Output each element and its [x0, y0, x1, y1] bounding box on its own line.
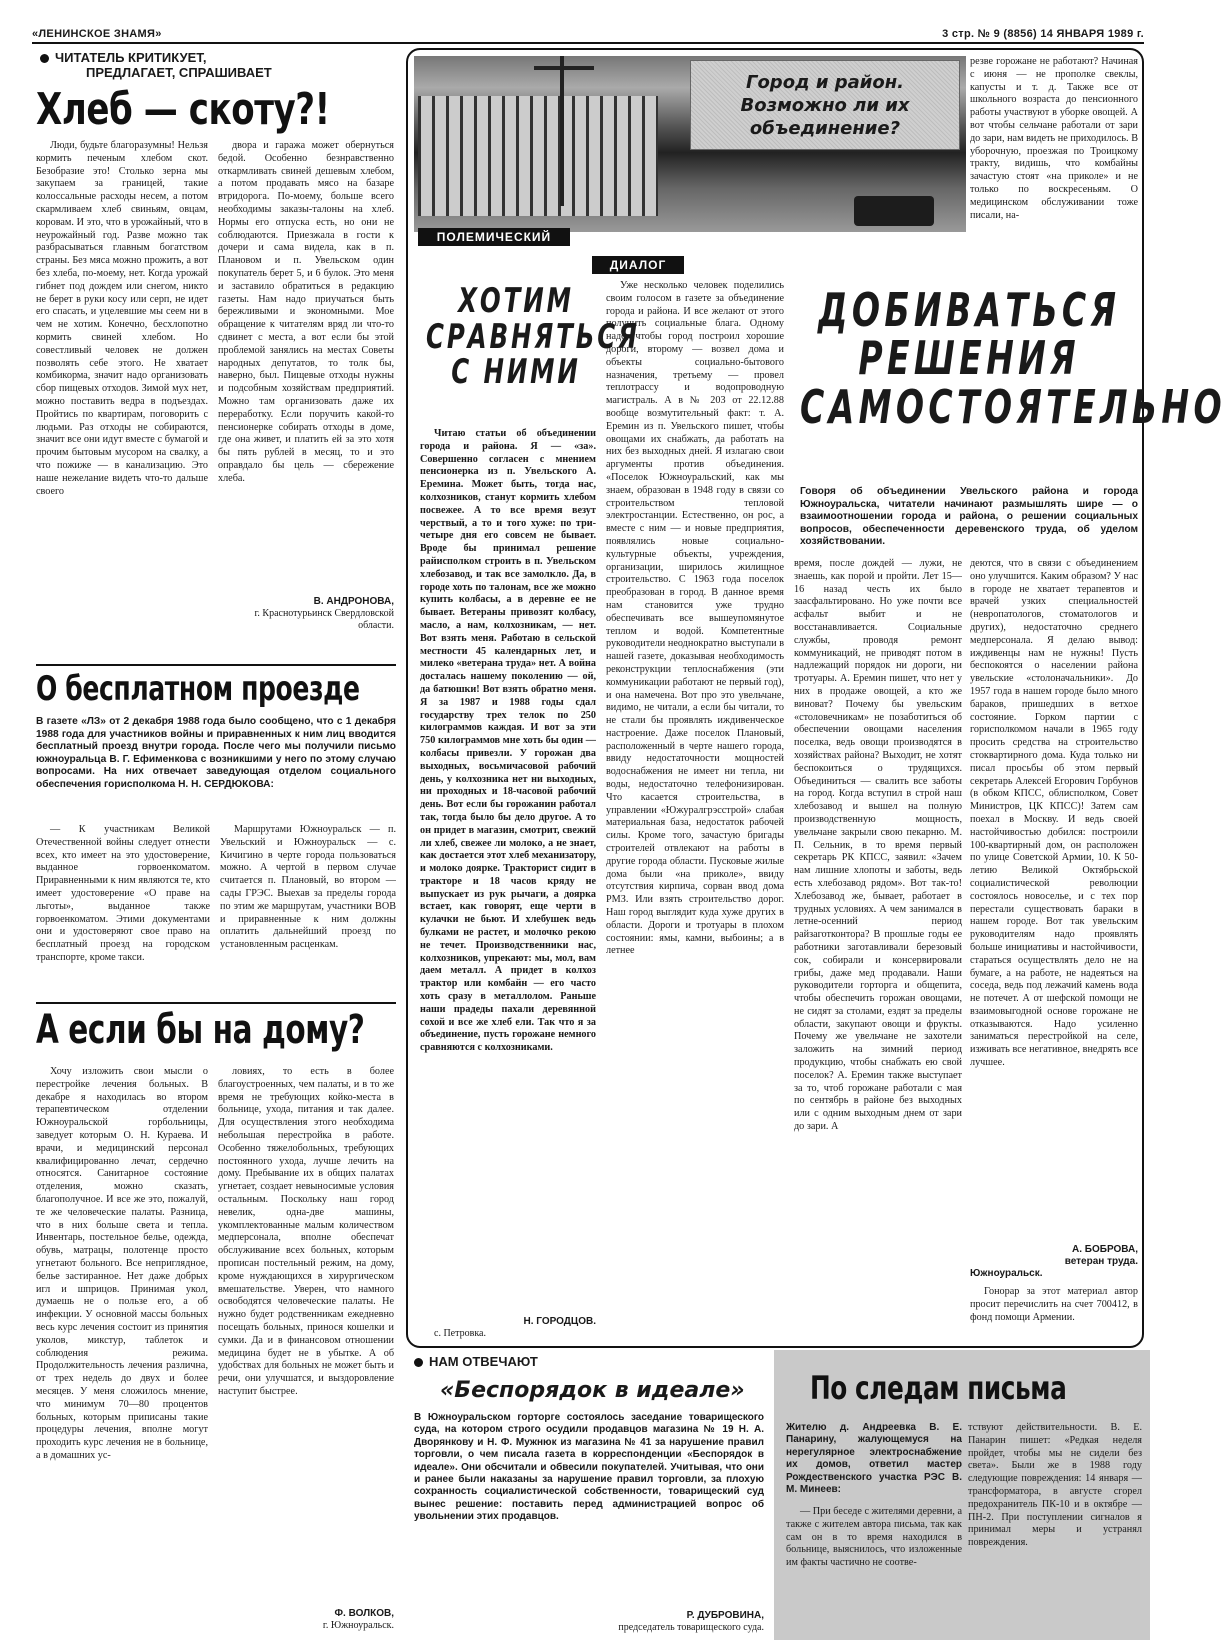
newspaper-name: «ЛЕНИНСКОЕ ЗНАМЯ» [32, 28, 162, 40]
label-dialog: ДИАЛОГ [592, 256, 684, 274]
article-title-at-home: А если бы на дому? [36, 1007, 365, 1053]
title-right-wrap [800, 283, 1226, 482]
dialog-mid-col: Уже несколько человек поделились своим голосом в газете за объединение города и района. И все желают от этого получить социальные блага. Одному надо, чтобы город построил хорошие дороги, второму — возвел дома и объекты социально-бытового назначения, третьему — провел теплотрассу и водопроводную магистраль. А в № 203 от 22.12.88 вообще возмутительный факт: т. А. Еремин из п. Увельского пишет, чтобы овощами их снабжать, да работать на них без выходных дней. Я излагаю свои аргументы против объединения. «Поселок Южноуральский, как мы знаем, образован в 1948 году в связи со строительством тепловой электростанции. Естественно, он рос, а вместе с ним — и новые предприятия, появлялись новые социально-культурные объекты, учреждения, организации, ширилось жилищное строительство. С 1963 года поселок преобразован в город. В данное время нам становится уже трудно обеспечивать все вышеупомянутое теплом и водой. Компетентные руководители неоднократно выступали в нашей газете, доказывая необходимость реконструкции теплоснабжения (эти коммуникации работают не первый год), и она намечена. Вот про это увельчане, видимо, не читали, а если бы читали, то не стали бы проявлять иждивенческое настроение. Даже поселок Плановый, расположенный в черте нашего города, ввиду недостаточности мощностей водоснабжения не имеет ни тепла, ни воды, недостаточно телефонизирован. Что касается строительства, в управлении «Южуралгрэсстрой» слабая материальная база, недостаток рабочей силы. Кроме того, зачастую бригады строителей отвлекают на работы в другие города области. Пусковые жилые дома были «на приколе», ввиду отсутствия кирпича, сорван ввод дома РМЗ. Или взять строительство дорог. Наш город выглядит куда хуже других в области. Дороги и тротуары в плохом состоянии: ямы, камни, выбоины; а в летнее [606, 280, 784, 957]
author-name: Ф. ВОЛКОВ, [334, 1608, 394, 1619]
tractor-image [854, 196, 934, 226]
article-bread-signature [218, 596, 394, 632]
author-place: г. Южноуральск. [322, 1620, 394, 1631]
dialog-right-col-2: деются, что в связи с объединением оно улучшится. Каким образом? У нас в городе не хватает терапевтов и врачей узких специальностей (невропатологов, стоматологов и других), недостаточно среднего медперсонала. Я делаю вывод: иждивенцы нам не нужны! Пусть беспокоятся о населении района увельские «столоначальники». До 1957 года в нашем городе было много бараков, пришедших в ветхое состояние. Горком партии с горисполкомом начали в 1965 году просить средства на строительство стоквартирного дома. Куда только ни писал просьбы об этом первый секретарь Алексей Егорович Горбунов (в обком КПСС, облисполком, Совет Министров, ЦК КПСС)! Затем сам поехал в Москву. И ведь своей настойчивостью добился: построили 100-квартирный дом, он расположен по улице Советской Армии, 10. К 50-летию Великой Октябрьской социалистической революции состоялось новоселье, и с тех пор перестали существовать бараки в нашем городе. Вот так увельским руководителям надо проявлять больше инициативы и настойчивости, стараться осуществлять дело не на бумаге, а на работе, не надеяться на соседа, ведь под лежачий камень вода не потечет. А от шефской помощи не взаимовыгодной основе горожане не отказываются. Надо усиленно заниматься перестройкой на селе, изживать все негативное, внедрять все лучшее. [970, 558, 1138, 1069]
title-left: ХОТИМ СРАВНЯТЬСЯ С НИМИ [426, 281, 640, 393]
label-polemic: ПОЛЕМИЧЕСКИЙ [418, 228, 570, 246]
photo-caption-box [690, 60, 960, 150]
article-at-home-col-2: ловиях, то есть в более благоустроенных, чем палаты, и в то же время не требующих койко-места в больнице, ухода, питания и так далее. Для осуществления этого необходима небольшая перестройка в работе. Особенно тяжелобольных, требующих постоянного ухода, лучше лечить на дому. Пребывание их в общих палатах угнетает, создает невыносимые условия остальным. Поскольку наш город невелик, одна-две машины, укомплектованные малым количеством медперсонала, вполне обеспечат обслуживание всех больных, которым прописан постельный режим, на дому, кроме нуждающихся в хирургическом вмешательстве. Уверен, что намного освободятся человеческие палаты. Не нужно будет родственникам ежедневно посещать больных, принося кошелки и сумки. Да и в финансовом отношении медицина будет не в убытке. А об удобствах для больных не может быть и речи, они улучшатся, и выздоровление наступит быстрее. [218, 1066, 394, 1397]
author-role: председатель товарищеского суда. [618, 1622, 764, 1633]
article-bread-col-2: двора и гаража может обернуться бедой. Особенно безнравственно откармливать свиней дешевым хлебом, а потом продавать мясо на базаре втридорога. По-моему, больше всего необходимы заказы-талоны на хлеб. Нормы его отпуска есть, но они не соблюдаются. Приезжала в гости к дочери и сама видела, как в п. Плановом и п. Увельском один покупатель берет 5, и 6 булок. Это меня и заставило обратиться в редакцию газеты. Нам надо приучаться быть бережливыми и экономными. Мое обращение к читателям вряд ли что-то сдвинет с места, а вот если бы этой проблемой занялись на местах Советы народных депутатов, то толк бы, наверно, был. Пищевые отходы нужны и подсобным хозяйствам предприятий. Можно там организовать даже их переработку. Если поручить какой-то пенсионерке собирать отходы в доме, где она живет, и платить ей за это хотя бы пять рублей в месяц, то и это оправдало бы цель — сбережение хлеба. [218, 140, 394, 484]
dialog-left-signature [420, 1316, 596, 1340]
author-name: В. АНДРОНОВА, [313, 596, 394, 607]
masthead [32, 22, 1144, 44]
reply-title: «Беспорядок в идеале» [440, 1378, 745, 1403]
reply-rubric: НАМ ОТВЕЧАЮТ [414, 1354, 734, 1369]
title-right: ДОБИВАТЬСЯ РЕШЕНИЯ САМОСТОЯТЕЛЬНО [800, 283, 1226, 434]
dialog-right-col-1: время, после дождей — лужи, не знаешь, как порой и пройти. Лет 15—16 назад честь их было заасфальтировано. Но уже почти все асфальт выбит и не восстанавливается. Социальные службы, проводя ремонт коммуникаций, не приводят потом в надлежащий порядок ни дороги, ни тротуары. А. Еремин пишет, что нет у них в продаже овощей, а кто же виноват? Почему бы увельским «столовечникам» не позаботиться об обеспечении овощами населения поселка, ведь овощи производятся в хозяйствах района? Выходит, не хотят беспокоиться о трудящихся. Объединиться — свалить все заботы на город. Когда вступил в строй наш хлебозавод и вышел на полную производственную мощность, увельчане закрыли свою пекарню. М. П. Сельник, в то время первый секретарь РК КПСС, заявил: «Зачем нам лишние хлопоты и заботы, ведь есть хлебозавод рядом». Вот так-то! Хлебозавод же, бывает, работает в трудных условиях. А чем занимался в летне-осенний период райзаготконтора? В прошлые годы ее работники заготавливали березовый сок, собирали и консервировали грибы, даже мед продавали. Наши руководители горторга и общепита, чтобы обеспечить горожан овощами, не сидят за столами, ездят за пределы области, закупают овощи и фрукты. Почему же увельчане не захотели заложить на зимний период продукцию, чтобы снабжать ею свой поселок? А. Еремин также выступает за то, чтоб горожане работали с мая по сентябрь в районе без выходных или с одним выходным днем от зари до зари. А [794, 558, 962, 1133]
issue-info: 3 стр. № 9 (8856) 14 ЯНВАРЯ 1989 г. [942, 28, 1144, 40]
letter-followup-col-1: — При беседе с жителями деревни, а также с жителем автора письма, так как сам он в то время находился в больнице, выяснилось, что изложенные им факты частично не соотве- [786, 1506, 962, 1569]
crane-image [560, 56, 564, 206]
author-place: Южноуральск. [970, 1268, 1043, 1279]
author-place: г. Краснотурьинск Свердловской области. [254, 608, 394, 631]
article-title-bread: Хлеб — скоту?! [36, 84, 330, 135]
section-rubric [40, 50, 400, 80]
reply-signature [520, 1610, 764, 1634]
bullet-icon [414, 1358, 423, 1367]
dialog-left-col: Читаю статьи об объединении города и района. Я — «за». Совершенно согласен с мнением пенсионерка из п. Увельского А. Еремина. Может быть, тогда нас, колхозников, станут кормить хлебом посвежее. А то все время везут черствый, а то и того хуже: по три-четыре дня его совсем не бывает. Вроде бы принимал решение райисполком строить в п. Увельском хлебозавод, и так все замолкло. Да, в городе хоть по талонам, все же можно купить колбасы, а в деревне ее не бывает. Ветераны привозят колбасу, масло, а нам, колхозникам, — нет. Вот взять меня. Работаю в сельской местности 45 календарных лет, и милеко «ветерана труда» нет. А война досталась нашему поколению — ой, да батюшки! Вот взять обратно меня. Я за 1987 и 1988 годы сдал государству трех телок по 250 килограммов каждая. И вот за эти 750 килограммов мне хоть бы один — колбасы привезли. У горожан два выходных, восьмичасовой рабочий день, у колхозника нет ни выходных, ни проходных и 18-часовой рабочий день. Вот если бы горожанин работал так, тогда было бы дело другое. А то он придет в магазин, смотрит, свежий ли хлеб, свежее ли молоко, а не знает, как достается этот хлеб механизатору, и молоко доярке. Тракторист сидит в тракторе и 18 часов кряду не выпускает из рук рычаги, а доярка встает, как говорят, еще черти в кулачки не бьют. И хлебушек ведь булками не растет, и молочко рекою не течет. Производственники нас, колхозников, упрекают: мы, мол, вам даем металл. А придет в колхоз трактор или комбайн — его часто хоть сразу в металлолом. Раньше наши прадеды пахали деревянной сохой и все же хлеб ели. Так что я за объединение, пусть горожане немного сравняются с колхозниками. [420, 428, 596, 1054]
author-name: А. БОБРОВА, [1072, 1244, 1138, 1255]
article-at-home-col-1: Хочу изложить свои мысли о перестройке лечения больных. В декабре я находилась во втором терапевтическом отделении Южноуральской горбольницы, заведует которым О. Н. Кураева. И врачи, и медицинский персонал квалифицированно лечат, сердечно относятся. Санитарное состояние отделения, можно сказать, благополучное. И все же это, пожалуй, те же человеческие палаты. Разница, что в них больше света и тепла. Инвентарь, постельное белье, одежда, обувь, матрацы, полотенце просто угнетают больного. Все неприглядное, белье застиранное. Нет даже добрых игл и шприцов. Принимая укол, думаешь не о пользе его, а об инфекции. У основной массы больных весь курс лечения состоит из принятия уколов, микстур, таблеток и соблюдения режима. Продолжительность лечения различна, от трех недель до двух и более месяцев. У меня сложилось мнение, что минимум 70—80 процентов больных, которым приписаны такие процедуры лечения, вполне могут проходить курс лечения не в больнице, а в домашних ус- [36, 1066, 208, 1461]
title-left-wrap [426, 281, 640, 424]
author-name: Р. ДУБРОВИНА, [686, 1610, 764, 1621]
article-at-home-signature [218, 1608, 394, 1632]
article-bread-col-1: Люди, будьте благоразумны! Нельзя кормить печеным хлебом скот. Безобразие это! Столько зерна мы закупаем за границей, такие колоссальные расходы несем, а потом скармливаем хлеб свиньям, овцам, коровам. И это, что в урожайный, что в неурожайный год. Разве можно так разбрасываться главным богатством страны. Без мяса можно прожить, а вот без хлеба, по-моему, нет. Когда урожай гибнет под дождем или снегом, никто не берет в руки косу или серп, не идет его спасать, и уцелевшие мы сеем ни в чем не хотим. Конечно, бесхлопотно кормить свиней хлебом. Но совестливый человек не должен позволять себе этого. Не хватает комбикорма, значит надо организовать сбор пищевых отходов. Зимой мух нет, можно поставить ведра в подъездах. Пройтись по квартирам, поговорить с людьми. Раз отходы не собираются, значит все они идут вместе с бумагой и прочим бытовым мусором на свалку, а что пожиже — в канализацию. Это наше нежелание видеть что-то дальше своего [36, 140, 208, 497]
letter-followup-title: По следам письма [810, 1369, 1067, 1407]
dialog-right-signature [970, 1244, 1138, 1280]
dialog-right-lead: Говоря об объединении Увельского района и города Южноуральска, читатели начинают размышлять шире — о взаимоотношении города и района, о решении социальных вопросов, обеспеченности деревенского труда, об уделом хозяйствовании. [800, 486, 1138, 548]
dialog-fee-note: Гонорар за этот материал автор просит перечислить на счет 700412, в фонд помощи Армении. [970, 1286, 1138, 1323]
rubric-line-1: ЧИТАТЕЛЬ КРИТИКУЕТ, [55, 50, 207, 65]
author-name: Н. ГОРОДЦОВ. [523, 1316, 596, 1327]
letter-followup-lead: Жителю д. Андреевка В. Е. Панарину, жалующемуся на нерегулярное электроснабжение их домов, ответил мастер Рождественского участка РЭС В. М. Минеев: [786, 1422, 962, 1496]
rubric-line-2: ПРЕДЛАГАЕТ, СПРАШИВАЕТ [86, 65, 272, 80]
divider [36, 664, 396, 666]
article-title-free-travel: О бесплатном проезде [36, 669, 360, 709]
building-image [418, 96, 658, 216]
divider [36, 1002, 396, 1004]
article-free-travel-col-2: Маршрутами Южноуральск — п. Увельский и Южноуральск — с. Кичигино в черте города пользоваться можно. А чертой в первом случае считается п. Плановый, во втором — сады ГРЭС. Выехав за пределы города по этим же маршрутам, участники ВОВ и приравненные к ним должны оплатить дальнейший проезд по установленным расценкам. [220, 824, 396, 951]
letter-followup-col-2: тствуют действительности. В. Е. Панарин пишет: «Редкая неделя пройдет, чтобы мы не сидели без света». Были же в 1988 году следующие повреждения: 14 января — трансформатора, в августе сгорел предохранитель ПК-10 и в октябре — ПН-2. При поступлении сигналов я принимал меры и устранял повреждения. [968, 1422, 1142, 1549]
dialog-top-right-col: резве горожане не работают? Начиная с июня — не прополке свеклы, капусты и т. д. Также все от школьного возраста до пенсионного работы участвуют в уборке овощей. А вот чтобы сельчане работали от зари до зари, нам видеть не приходилось. В уборочную, проезжая по Троицкому тракту, видишь, что комбайны зачастую стоят «на приколе» и не только по воскресеньям. О медицинском обслуживании тоже писали, на- [970, 56, 1138, 221]
photo-caption: Город и район. Возможно ли их объединение? [740, 71, 910, 139]
author-title: ветеран труда. [1064, 1256, 1138, 1267]
bullet-icon [40, 54, 49, 63]
article-free-travel-col-1: — К участникам Великой Отечественной войны следует отнести всех, кто имеет на это удостоверение, выданное горвоенкоматом. Приравненными к ним являются те, кто имеет удостоверение «О праве на льготы», выданное также горвоенкоматом. Этими документами они и удостоверяют свое право на бесплатный проезд на городском транспорте, кроме такси. [36, 824, 210, 963]
reply-body: В Южноуральском горторге состоялось заседание товарищеского суда, на котором строго осудили продавцов магазина № 19 Н. А. Дворянкову и Н. Ф. Мужнюк из магазина № 41 за нарушение правил торговли, о чем писала газета в корреспонденции «Беспорядок в идеале». Они обсчитали и обвесили покупателей. Учитывая, что они и ранее были наказаны за нарушение правил торговли, за плохую сохранность социалистической собственности, товарищеский суд вынес решение: поставить перед администрацией вопрос об увольнении этих продавцов. [414, 1412, 764, 1523]
author-place: с. Петровка. [434, 1328, 486, 1339]
article-free-travel-lead: В газете «ЛЗ» от 2 декабря 1988 года было сообщено, что с 1 декабря 1988 года для участников войны и приравненных к ним лиц вводится бесплатный проезд внутри города. После чего мы получили письмо южноуральца В. Г. Ефименкова с возникшими у него по этому случаю вопросами. На них отвечает заведующая отделом социального обеспечения горисполкома Н. Н. СЕРДЮКОВА: [36, 716, 396, 790]
